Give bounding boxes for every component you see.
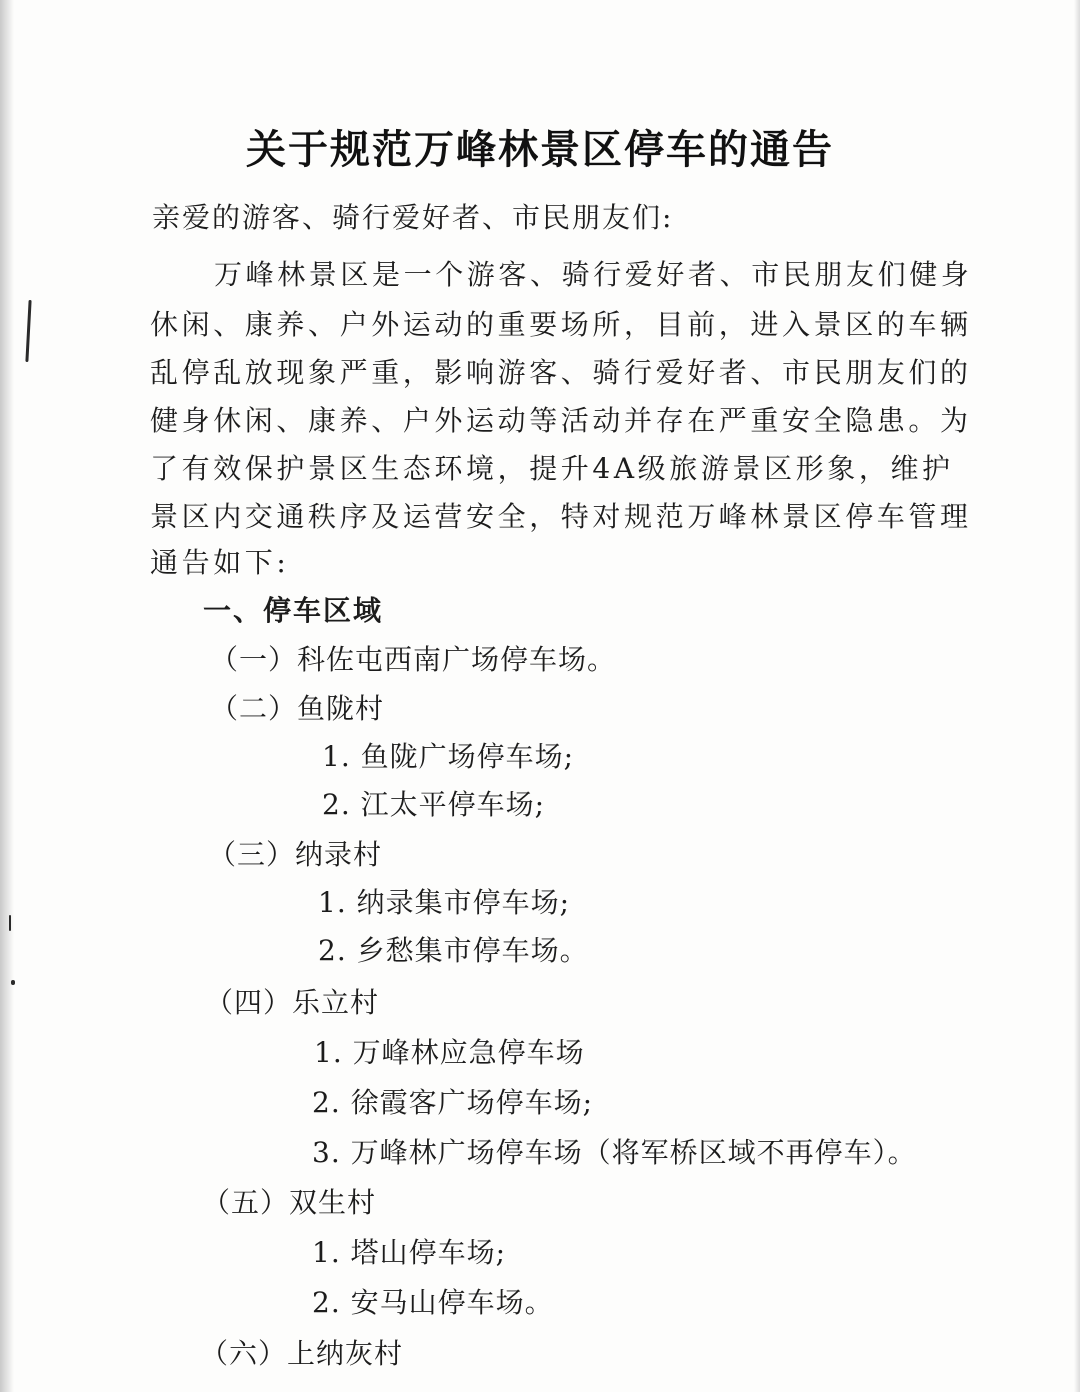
list-item: 1. 纳录集市停车场; xyxy=(318,886,571,919)
document-title: 关于规范万峰林景区停车的通告 xyxy=(246,126,834,173)
intro-line: 万峰林景区是一个游客、骑行爱好者、市民朋友们健身 xyxy=(214,258,973,291)
intro-line: 健身休闲、康养、户外运动等活动并存在严重安全隐患。为 xyxy=(150,404,972,437)
list-item: （六）上纳灰村 xyxy=(200,1337,404,1370)
list-item: （五）双生村 xyxy=(202,1186,377,1219)
section-heading: 一、停车区域 xyxy=(203,594,384,627)
list-item: 2. 徐霞客广场停车场; xyxy=(312,1086,594,1119)
scan-edge-right xyxy=(1074,0,1080,1392)
intro-line: 了有效保护景区生态环境，提升4A级旅游景区形象，维护 xyxy=(150,452,954,485)
list-item: （三）纳录村 xyxy=(208,838,383,871)
intro-line: 景区内交通秩序及运营安全，特对规范万峰林景区停车管理 xyxy=(150,500,972,533)
list-item: （四）乐立村 xyxy=(205,986,380,1019)
intro-line: 乱停乱放现象严重，影响游客、骑行爱好者、市民朋友们的 xyxy=(150,356,972,389)
intro-line: 通告如下: xyxy=(150,546,290,579)
list-item: 1. 万峰林应急停车场 xyxy=(314,1036,585,1069)
scan-mark xyxy=(11,980,15,985)
list-item: 2. 安马山停车场。 xyxy=(312,1286,554,1319)
list-item: （一）科佐屯西南广场停车场。 xyxy=(210,643,617,676)
scan-edge-shadow xyxy=(0,0,14,1392)
intro-line: 休闲、康养、户外运动的重要场所，目前，进入景区的车辆 xyxy=(150,308,972,341)
list-item: 1. 鱼陇广场停车场; xyxy=(322,740,575,773)
list-item: 2. 江太平停车场; xyxy=(322,788,546,821)
greeting: 亲爱的游客、骑行爱好者、市民朋友们: xyxy=(152,201,674,234)
list-item: 2. 乡愁集市停车场。 xyxy=(318,934,589,967)
list-item: 3. 万峰林广场停车场（将军桥区域不再停车）。 xyxy=(312,1136,917,1169)
scan-mark xyxy=(9,915,11,931)
scan-mark xyxy=(25,300,31,362)
list-item: （二）鱼陇村 xyxy=(210,692,385,725)
list-item: 1. 塔山停车场; xyxy=(312,1236,507,1269)
